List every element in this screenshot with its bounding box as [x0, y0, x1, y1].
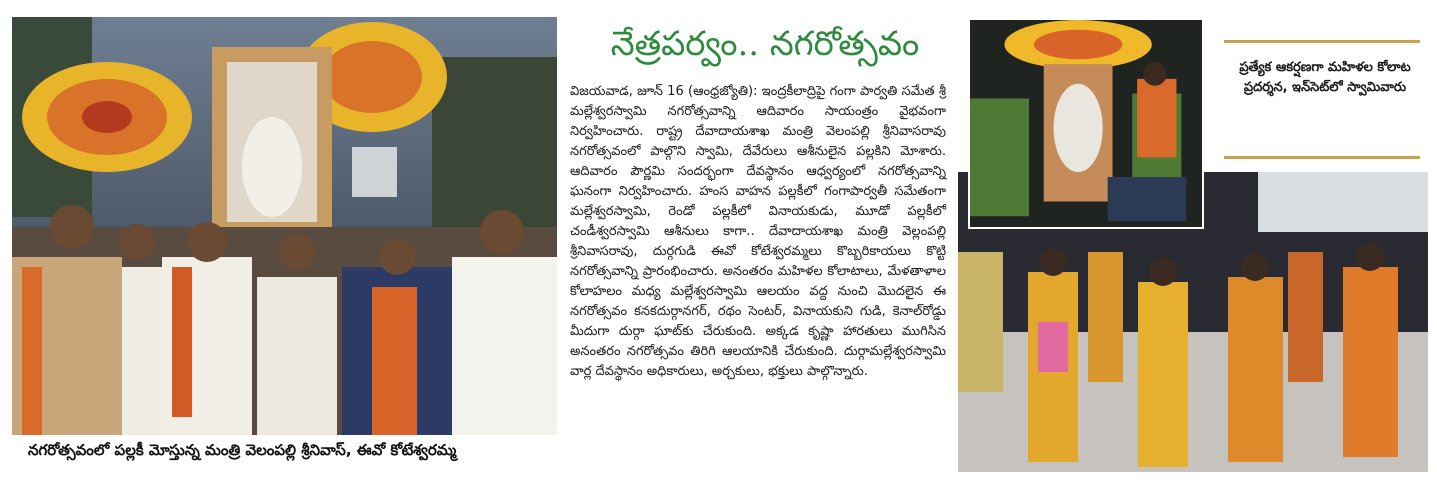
- right-photos-caption: ప్రత్యేక ఆకర్షణగా మహిళల కోలాట ప్రదర్శన, ఇన్‌సెట్‌లో స్వామివారు: [1239, 60, 1411, 95]
- article-dateline: విజయవాడ, జూన్ 16 (ఆంధ్రజ్యోతి):: [570, 84, 758, 99]
- left-photo-caption: నగరోత్సవంలో పల్లకీ మోస్తున్న మంత్రి వెలంపల్లి శ్రీనివాస్, ఈవో కోటేశ్వరమ్మ: [28, 441, 457, 459]
- caption-rule-bottom: [1224, 156, 1420, 159]
- deity-inset-photo: [968, 18, 1204, 229]
- right-photos-caption-box: [1224, 40, 1424, 160]
- article-body: [570, 82, 946, 382]
- caption-rule-top: [1224, 40, 1420, 43]
- article-text: ఇంద్రకీలాద్రిపై గంగా పార్వతి సమేత శ్రీ మల్లేశ్వరస్వామి నగరోత్సవాన్ని ఆదివారం సాయంత్రం వైభవంగా నిర్వహించారు. రాష్ట్ర దేవాదాయశాఖ మంత్రి వెలంపల్లి శ్రీనివాసరావు నగరోత్సవంలో పాల్గొని స్వామి, దేవేరులు ఆశీనులైన పల్లకిని మోశారు. ఆదివారం పౌర్ణమి సందర్భంగా దేవస్థానం ఆధ్వర్యంలో నగరోత్సవాన్ని ఘనంగా నిర్వహించారు. హంస వాహన పల్లకీలో గంగాపార్వతీ సమేతంగా మల్లేశ్వరస్వామి, రెండో పల్లకీలో వినాయకుడు, మూడో పల్లకీలో చండీశ్వరస్వామి ఆశీనులు కాగా.. దేవాదాయశాఖ మంత్రి వెల్లంపల్లి శ్రీనివాసరావు, దుర్గగుడి ఈవో కోటేశ్వరమ్మలు కొబ్బరికాయలు కొట్టి నగరోత్సవాన్ని ప్రారంభించారు. అనంతరం మహిళల కోలాటాలు, మేళతాళాల కోలాహలం మధ్య మల్లేశ్వరస్వామి ఆలయం వద్ద నుంచి మొదలైన ఈ నగరోత్సవం కనకదుర్గానగర్, రథం సెంటర్, వినాయకుని గుడి, కెనాల్‌రోడ్డు మీదుగా దుర్గా ఘాట్‌కు చేరుకుంది. అక్కడ కృష్ణా హారతులు ముగిసిన అనంతరం నగరోత్సవం తిరిగి ఆలయానికి చేరుకుంది. దుర్గామల్లేశ్వరస్వామి వార్ల దేవస్థానం అధికారులు, అర్చకులు, భక్తులు పాల్గొన్నారు.: [570, 84, 947, 379]
- headline: నేత్రపర్వం.. నగరోత్సవం: [610, 24, 920, 64]
- procession-photo: [12, 17, 557, 435]
